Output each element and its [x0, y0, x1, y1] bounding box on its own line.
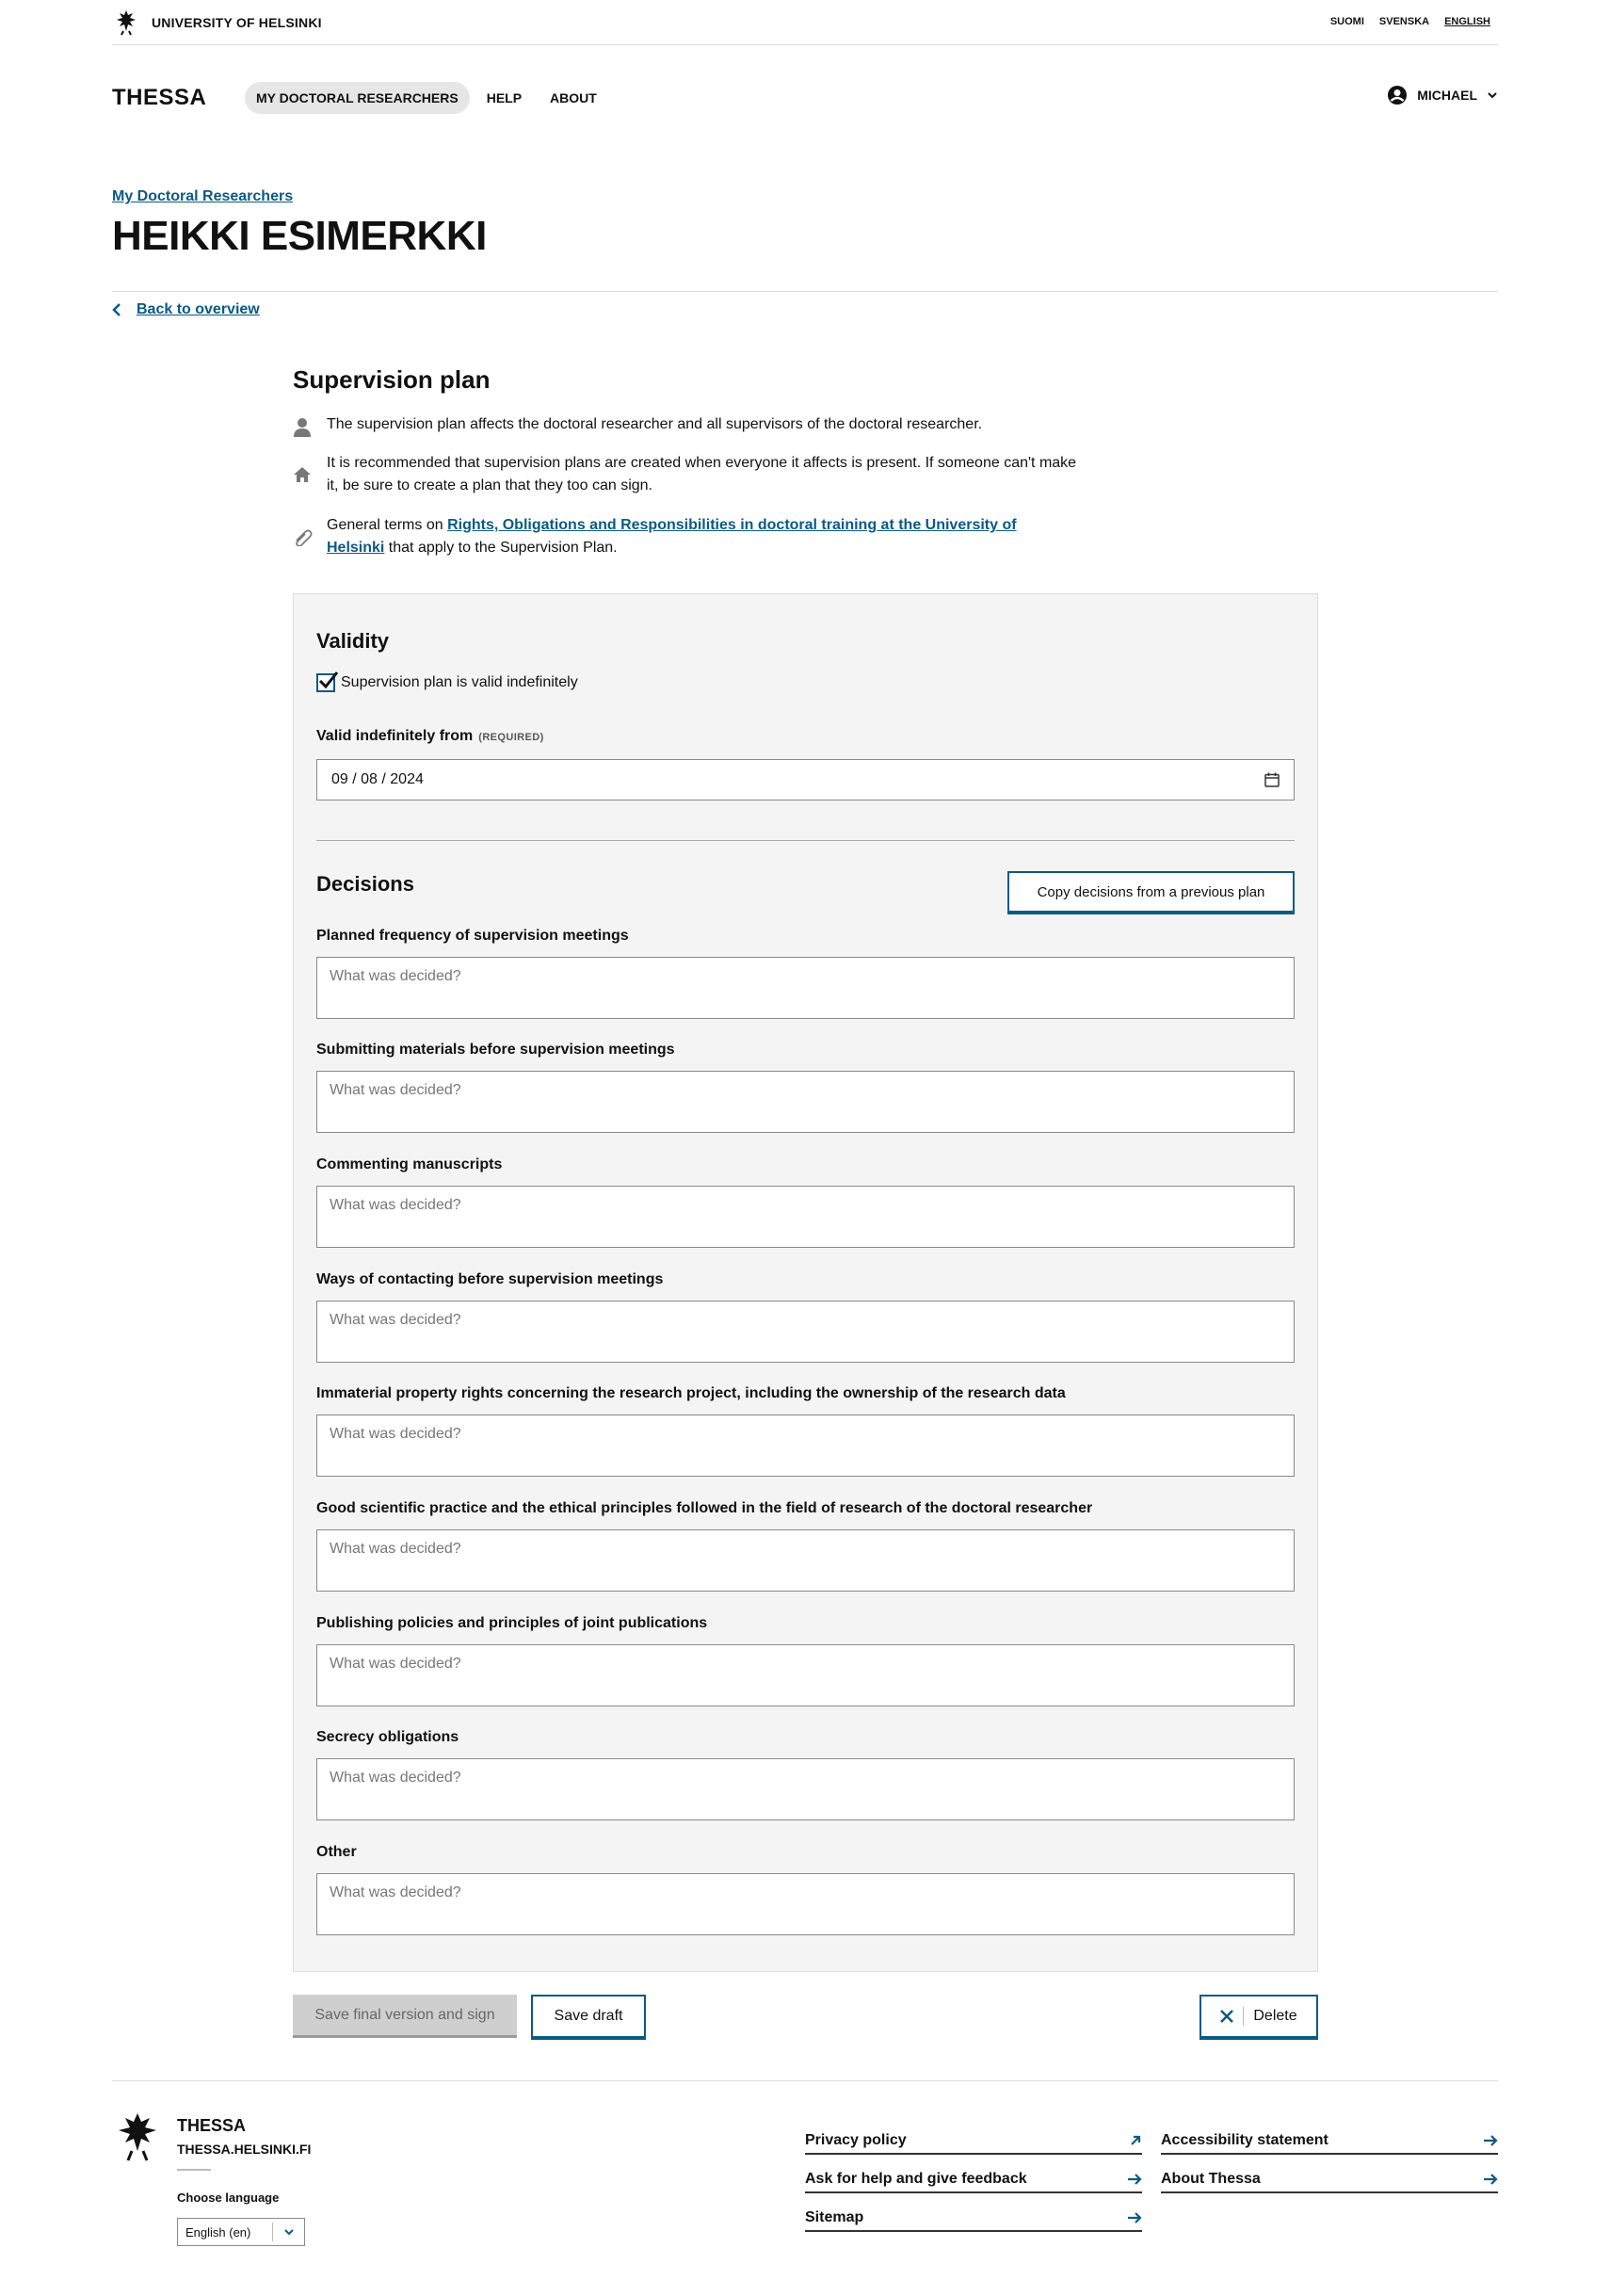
valid-from-date-input[interactable] [316, 759, 1295, 800]
footer-link-privacy-policy[interactable] [805, 2117, 1142, 2155]
field-label-immaterial-property: Immaterial property rights concerning the research project, including the ownership of the research data [316, 1385, 1066, 1401]
language-select[interactable] [177, 2218, 305, 2246]
user-name: MICHAEL [1417, 88, 1477, 103]
info-affects [293, 413, 1093, 445]
footer-url[interactable]: THESSA.HELSINKI.FI [177, 2142, 312, 2157]
field-label-scientific-practice: Good scientific practice and the ethical principles followed in the field of research of the doctoral researcher [316, 1500, 1093, 1516]
save-draft-button[interactable]: Save draft [531, 1995, 646, 2038]
textarea-other[interactable]: What was decided? [316, 1873, 1295, 1935]
info-general-terms [293, 514, 1093, 559]
arrow-right-icon [1483, 2134, 1498, 2147]
university-name[interactable]: UNIVERSITY OF HELSINKI [152, 15, 322, 30]
nav-my-doctoral-researchers[interactable]: MY DOCTORAL RESEARCHERS [245, 82, 470, 114]
rights-obligations-link[interactable]: Rights, Obligations and Responsibilities in doctoral training at the University of Helsinki [327, 517, 1017, 556]
footer-divider [112, 2080, 1498, 2081]
paperclip-icon [293, 514, 315, 559]
footer-app-name: THESSA [177, 2116, 247, 2135]
page-title: HEIKKI ESIMERKKI [112, 213, 487, 259]
main-nav [245, 82, 608, 114]
textarea-submitting-materials[interactable]: What was decided? [316, 1071, 1295, 1133]
textarea-commenting-manuscripts[interactable]: What was decided? [316, 1186, 1295, 1248]
footer-short-rule [177, 2169, 211, 2171]
user-avatar-icon [1387, 85, 1408, 105]
footer-link-label: Accessibility statement [1161, 2132, 1328, 2148]
info-terms-prefix: General terms on [327, 517, 448, 533]
copy-decisions-button[interactable]: Copy decisions from a previous plan [1007, 871, 1295, 913]
chevron-left-icon [112, 303, 121, 316]
validity-title: Validity [316, 629, 390, 653]
close-icon [1220, 2010, 1233, 2023]
footer-logo-icon[interactable] [112, 2110, 163, 2164]
choose-language-label: Choose language [177, 2191, 280, 2205]
info-general-terms-text [327, 514, 1061, 559]
lang-svenska[interactable]: SVENSKA [1378, 16, 1430, 27]
arrow-right-icon [1127, 2173, 1142, 2186]
valid-from-label [316, 728, 544, 745]
required-marker: (REQUIRED) [478, 732, 544, 743]
valid-indefinitely-checkbox[interactable] [316, 673, 578, 692]
user-menu[interactable] [1387, 85, 1498, 105]
title-divider [112, 291, 1498, 292]
breadcrumb[interactable]: My Doctoral Researchers [112, 188, 294, 204]
field-label-meeting-frequency: Planned frequency of supervision meetings [316, 928, 629, 944]
back-link-label: Back to overview [137, 301, 260, 317]
info-recommendation-text: It is recommended that supervision plans are created when everyone it affects is present. If someone can't make it, be sure to create a plan that they too can sign. [327, 455, 1077, 493]
back-to-overview-link[interactable] [112, 301, 260, 318]
section-divider [316, 840, 1295, 841]
footer-link-ask-for-help[interactable] [805, 2156, 1142, 2193]
field-label-ways-of-contacting: Ways of contacting before supervision meetings [316, 1271, 664, 1287]
valid-from-label-text: Valid indefinitely from [316, 728, 474, 744]
language-switcher [1330, 16, 1490, 27]
footer-link-sitemap[interactable] [805, 2194, 1142, 2232]
textarea-secrecy-obligations[interactable]: What was decided? [316, 1758, 1295, 1820]
delete-label: Delete [1253, 2008, 1297, 2024]
textarea-publishing-policies[interactable]: What was decided? [316, 1644, 1295, 1706]
home-icon [293, 452, 315, 497]
supervision-plan-title: Supervision plan [293, 365, 491, 394]
lang-suomi[interactable]: SUOMI [1329, 16, 1364, 27]
checkmark-icon [317, 670, 340, 690]
supervision-plan-form [293, 593, 1318, 1972]
app-header [112, 75, 1498, 119]
info-recommendation [293, 452, 1093, 497]
app-title[interactable]: THESSA [112, 85, 207, 110]
chevron-down-icon [1487, 89, 1498, 101]
footer-link-accessibility-statement[interactable] [1161, 2117, 1498, 2155]
footer-link-label: Privacy policy [805, 2132, 907, 2148]
field-label-submitting-materials: Submitting materials before supervision meetings [316, 1042, 675, 1058]
footer-link-label: Sitemap [805, 2209, 864, 2225]
decisions-title: Decisions [316, 872, 414, 896]
checkbox-box[interactable] [316, 673, 335, 692]
footer-link-about-thessa[interactable] [1161, 2156, 1498, 2193]
textarea-meeting-frequency[interactable]: What was decided? [316, 957, 1295, 1019]
textarea-scientific-practice[interactable]: What was decided? [316, 1529, 1295, 1592]
select-chevron-down-icon [272, 2223, 304, 2241]
field-label-publishing-policies: Publishing policies and principles of joint publications [316, 1615, 708, 1631]
language-select-value: English (en) [185, 2224, 251, 2239]
checkbox-label: Supervision plan is valid indefinitely [341, 674, 578, 690]
field-label-secrecy-obligations: Secrecy obligations [316, 1729, 459, 1745]
nav-about[interactable]: ABOUT [550, 90, 597, 105]
field-label-commenting-manuscripts: Commenting manuscripts [316, 1156, 503, 1172]
textarea-ways-of-contacting[interactable]: What was decided? [316, 1301, 1295, 1363]
footer-link-label: Ask for help and give feedback [805, 2171, 1027, 2187]
university-bar [112, 0, 1498, 45]
university-logo-icon[interactable] [112, 8, 140, 37]
info-terms-suffix: that apply to the Supervision Plan. [384, 540, 618, 556]
info-affects-text: The supervision plan affects the doctoral researcher and all supervisors of the doctoral researcher. [327, 416, 983, 432]
button-separator [1243, 2007, 1244, 2026]
delete-button[interactable] [1199, 1995, 1318, 2038]
calendar-icon[interactable] [1264, 771, 1280, 788]
save-final-and-sign-button[interactable]: Save final version and sign [293, 1995, 517, 2038]
field-label-other: Other [316, 1844, 357, 1860]
external-link-icon [1129, 2134, 1142, 2147]
textarea-immaterial-property[interactable]: What was decided? [316, 1415, 1295, 1477]
arrow-right-icon [1483, 2173, 1498, 2186]
date-value: 09 / 08 / 2024 [331, 771, 424, 787]
lang-english[interactable]: ENGLISH [1444, 16, 1490, 27]
nav-help[interactable]: HELP [486, 90, 523, 105]
person-icon [293, 413, 315, 445]
footer-link-label: About Thessa [1161, 2171, 1261, 2187]
arrow-right-icon [1127, 2211, 1142, 2224]
